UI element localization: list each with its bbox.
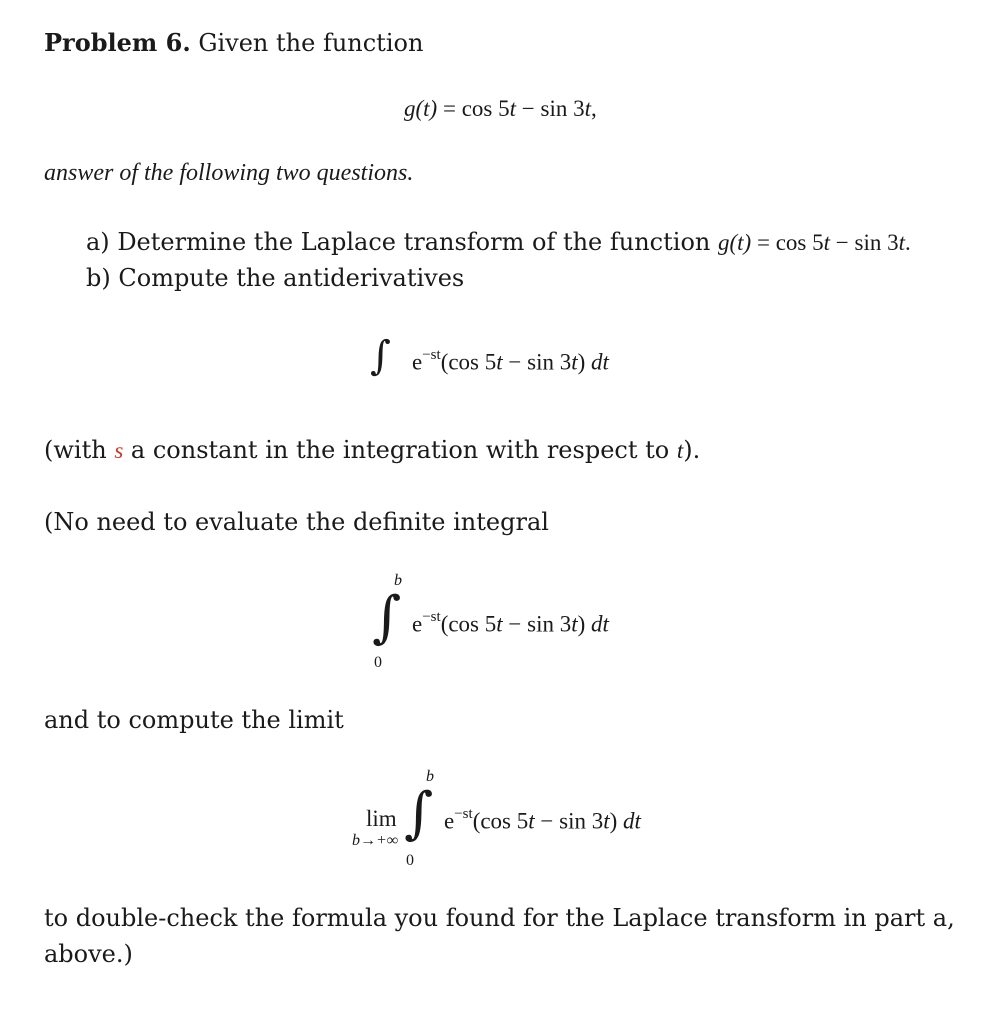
- lim-subscript: b→+∞: [352, 832, 399, 849]
- t-var: t: [571, 611, 578, 637]
- integrand-2: [412, 611, 609, 638]
- function-lhs: g(t): [404, 96, 438, 121]
- integral-sign: ∫: [370, 333, 391, 379]
- function-display: [404, 96, 597, 122]
- integral-indefinite: [370, 333, 391, 379]
- upper-bound: b: [394, 572, 402, 589]
- lower-bound: 0: [374, 654, 382, 671]
- t-var: t: [571, 349, 578, 375]
- with-pre: (with: [44, 436, 107, 464]
- comma: ,: [590, 96, 597, 121]
- sin-term: sin 3: [527, 349, 572, 375]
- closing-line-1: to double-check the formula you found for the Laplace transform in part a,: [44, 904, 955, 932]
- t-var: t: [528, 808, 535, 834]
- item-a: [86, 228, 911, 256]
- item-marker: a): [86, 228, 110, 256]
- g-var: g: [718, 230, 730, 255]
- problem-heading: [44, 28, 423, 57]
- equals-sign: =: [756, 230, 770, 255]
- minus-sign: −: [508, 349, 522, 375]
- t-var: t: [496, 349, 503, 375]
- problem-label: Problem 6.: [44, 28, 191, 57]
- integrand-3: [444, 808, 641, 835]
- no-need-line: (No need to evaluate the definite integral: [44, 508, 549, 536]
- item-marker: b): [86, 264, 111, 292]
- with-mid: a constant in the integration with respect to: [130, 436, 670, 464]
- and-compute-line: and to compute the limit: [44, 706, 344, 734]
- t-paren: (t): [729, 230, 752, 255]
- item-text: Determine the Laplace transform of the function: [117, 228, 711, 256]
- sin-term: sin 3: [559, 808, 604, 834]
- sin-term: sin 3: [854, 230, 899, 255]
- upper-bound: b: [426, 768, 434, 785]
- t-var: t: [898, 230, 905, 255]
- differential: dt: [591, 349, 609, 375]
- cos-term: (cos 5: [440, 611, 497, 637]
- e-base: e: [412, 349, 423, 375]
- sin-term: sin 3: [540, 96, 585, 121]
- e-base: e: [444, 808, 455, 834]
- problem-intro: Given the function: [198, 29, 424, 57]
- differential: dt: [623, 808, 641, 834]
- integral-definite: [372, 585, 402, 650]
- with-post: ).: [683, 436, 701, 464]
- cos-term: (cos 5: [440, 349, 497, 375]
- integrand-1: [412, 349, 609, 376]
- period: .: [904, 230, 911, 255]
- e-base: e: [412, 611, 423, 637]
- exponent: −st: [422, 609, 441, 625]
- t-var: t: [823, 230, 831, 255]
- minus-sign: −: [540, 808, 554, 834]
- t-var: t: [603, 808, 610, 834]
- item-text: Compute the antiderivatives: [118, 264, 465, 292]
- minus-sign: −: [521, 96, 535, 121]
- answer-line: answer of the following two questions.: [44, 160, 414, 186]
- integral-limit: [404, 781, 434, 846]
- exponent: −st: [422, 347, 441, 363]
- t-var: t: [509, 96, 517, 121]
- t-var: t: [676, 438, 684, 463]
- lower-bound: 0: [406, 852, 414, 869]
- with-line: [44, 436, 700, 464]
- cos-term: cos 5: [461, 96, 510, 121]
- close-paren: ): [609, 808, 618, 834]
- t-var: t: [496, 611, 503, 637]
- exponent: −st: [454, 806, 473, 822]
- cos-term: (cos 5: [472, 808, 529, 834]
- minus-sign: −: [508, 611, 522, 637]
- integral-sign: ∫: [404, 781, 434, 846]
- differential: dt: [591, 611, 609, 637]
- t-var: t: [584, 96, 591, 121]
- close-paren: ): [577, 611, 586, 637]
- sin-term: sin 3: [527, 611, 572, 637]
- integral-sign: ∫: [372, 585, 402, 650]
- equals-sign: =: [442, 96, 456, 121]
- close-paren: ): [577, 349, 586, 375]
- lim-word: lim: [366, 806, 397, 831]
- item-b: [86, 264, 464, 292]
- closing-line-2: above.): [44, 940, 133, 968]
- cos-term: cos 5: [775, 230, 824, 255]
- minus-sign: −: [835, 230, 849, 255]
- s-var: s: [114, 438, 124, 463]
